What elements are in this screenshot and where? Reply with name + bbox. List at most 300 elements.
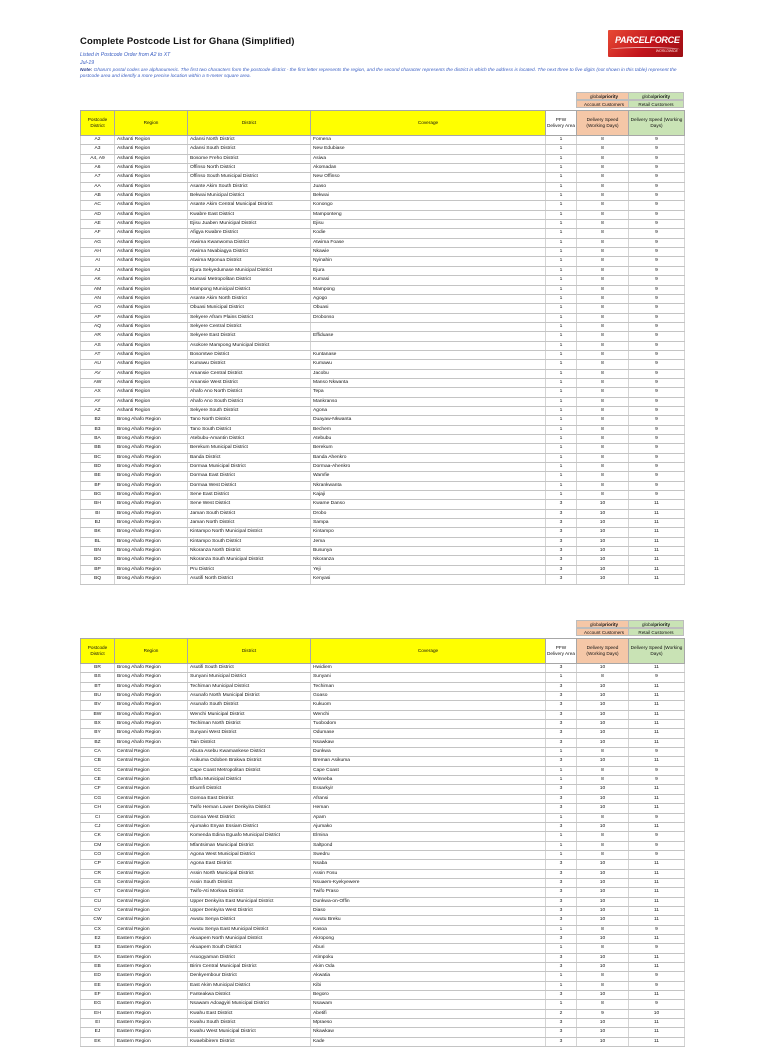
cell-postcode: A2 [81, 136, 115, 145]
cell-pfw-area: 3 [546, 509, 577, 518]
cell-postcode: AX [81, 388, 115, 397]
globalpriority-label-account: globalpriority [576, 620, 632, 628]
cell-pfw-area: 1 [546, 201, 577, 210]
cell-retail-speed: 9 [629, 972, 685, 981]
cell-postcode: AD [81, 210, 115, 219]
col-coverage: Coverage [311, 111, 546, 136]
cell-retail-speed: 11 [629, 738, 685, 747]
account-customers-label: Account Customers [576, 100, 632, 108]
cell-coverage: Kodie [311, 229, 546, 238]
cell-region: Ashanti Region [115, 192, 188, 201]
cell-pfw-area: 1 [546, 444, 577, 453]
col-coverage: Coverage [311, 639, 546, 664]
cell-region: Central Region [115, 766, 188, 775]
cell-region: Brong Ahafo Region [115, 701, 188, 710]
cell-coverage: Essarkyir [311, 785, 546, 794]
cell-account-speed: 10 [577, 692, 629, 701]
cell-district: Gomoa East District [188, 794, 311, 803]
cell-region: Ashanti Region [115, 248, 188, 257]
cell-district: Kumawu District [188, 360, 311, 369]
cell-coverage: Akomadan [311, 164, 546, 173]
cell-postcode: CH [81, 804, 115, 813]
cell-district: Atwima Nwabiagya District [188, 248, 311, 257]
cell-district: Asikuma Odoben Brakwa District [188, 757, 311, 766]
table-row [81, 738, 685, 747]
cell-pfw-area: 1 [546, 406, 577, 415]
cell-district: Asutifi North District [188, 575, 311, 584]
cell-retail-speed: 9 [629, 173, 685, 182]
cell-district: Obuasi Municipal District [188, 304, 311, 313]
col-pfw-delivery-area: PFW Delivery Area [546, 639, 577, 664]
cell-district: Fanteakwa District [188, 991, 311, 1000]
table-row [81, 491, 685, 500]
cell-postcode: BE [81, 472, 115, 481]
table-row [81, 850, 685, 859]
cell-district: Adansi South District [188, 145, 311, 154]
cell-account-speed: 8 [577, 463, 629, 472]
cell-region: Brong Ahafo Region [115, 444, 188, 453]
cell-account-speed: 8 [577, 350, 629, 359]
table-row [81, 229, 685, 238]
cell-district: Adansi North District [188, 136, 311, 145]
cell-pfw-area: 1 [546, 748, 577, 757]
cell-district: Kwabre East District [188, 210, 311, 219]
cell-pfw-area: 1 [546, 238, 577, 247]
cell-account-speed: 10 [577, 757, 629, 766]
cell-account-speed: 8 [577, 776, 629, 785]
cell-district: Pru District [188, 565, 311, 574]
cell-district: Kwahu South District [188, 1019, 311, 1028]
table-row [81, 776, 685, 785]
cell-pfw-area: 1 [546, 397, 577, 406]
cell-district: Techiman North District [188, 720, 311, 729]
table-row [81, 266, 685, 275]
cell-region: Ashanti Region [115, 350, 188, 359]
cell-retail-speed: 11 [629, 720, 685, 729]
logo-subtext: WORLDWIDE [655, 49, 678, 53]
cell-region: Central Region [115, 897, 188, 906]
cell-retail-speed: 9 [629, 257, 685, 266]
cell-account-speed: 10 [577, 547, 629, 556]
col-account-delivery-speed: Delivery Speed (Working Days) [577, 639, 629, 664]
cell-account-speed: 10 [577, 556, 629, 565]
cell-coverage [311, 322, 546, 331]
cell-region: Eastern Region [115, 1028, 188, 1037]
cell-pfw-area: 1 [546, 332, 577, 341]
table-row [81, 313, 685, 322]
cell-retail-speed: 9 [629, 248, 685, 257]
cell-region: Eastern Region [115, 934, 188, 943]
cell-region: Ashanti Region [115, 182, 188, 191]
cell-district: Sunyani West District [188, 729, 311, 738]
cell-coverage: Nsuaem-Kyekyewere [311, 878, 546, 887]
cell-account-speed: 8 [577, 472, 629, 481]
cell-account-speed: 8 [577, 1000, 629, 1009]
cell-region: Central Region [115, 813, 188, 822]
cell-coverage: Begoro [311, 991, 546, 1000]
cell-region: Eastern Region [115, 972, 188, 981]
cell-coverage: New Offinso [311, 173, 546, 182]
cell-retail-speed: 9 [629, 472, 685, 481]
cell-coverage: Hwidiem [311, 664, 546, 673]
cell-retail-speed: 11 [629, 710, 685, 719]
cell-coverage: Nyinahin [311, 257, 546, 266]
cell-retail-speed: 9 [629, 378, 685, 387]
cell-region: Ashanti Region [115, 220, 188, 229]
cell-pfw-area: 1 [546, 850, 577, 859]
table-row [81, 981, 685, 990]
table-row [81, 509, 685, 518]
page-title: Complete Postcode List for Ghana (Simplified) [80, 36, 295, 47]
cell-region: Brong Ahafo Region [115, 416, 188, 425]
cell-retail-speed: 9 [629, 944, 685, 953]
cell-coverage: Tuobodom [311, 720, 546, 729]
cell-account-speed: 8 [577, 248, 629, 257]
cell-pfw-area: 1 [546, 416, 577, 425]
cell-pfw-area: 3 [546, 794, 577, 803]
cell-district: Techiman Municipal District [188, 682, 311, 691]
cell-coverage: Akwatia [311, 972, 546, 981]
cell-region: Brong Ahafo Region [115, 537, 188, 546]
cell-pfw-area: 3 [546, 710, 577, 719]
cell-district: Dormaa West District [188, 481, 311, 490]
cell-account-speed: 8 [577, 425, 629, 434]
cell-account-speed: 8 [577, 313, 629, 322]
table-row [81, 322, 685, 331]
cell-district: Bosomtwe District [188, 350, 311, 359]
table-row [81, 360, 685, 369]
cell-coverage: Odumase [311, 729, 546, 738]
cell-pfw-area: 1 [546, 481, 577, 490]
cell-pfw-area: 1 [546, 248, 577, 257]
cell-region: Ashanti Region [115, 164, 188, 173]
cell-postcode: BP [81, 565, 115, 574]
cell-postcode: AG [81, 238, 115, 247]
cell-district: Wenchi Municipal District [188, 710, 311, 719]
cell-district: Kwahu West Municipal District [188, 1028, 311, 1037]
cell-account-speed: 8 [577, 435, 629, 444]
cell-district: Gomoa West District [188, 813, 311, 822]
cell-retail-speed: 9 [629, 850, 685, 859]
cell-district: Bosome Freho District [188, 154, 311, 163]
cell-district: Upper Denkyira East Municipal District [188, 897, 311, 906]
cell-retail-speed: 9 [629, 304, 685, 313]
cell-region: Brong Ahafo Region [115, 692, 188, 701]
cell-postcode: EA [81, 953, 115, 962]
table-row [81, 294, 685, 303]
cell-postcode: A3 [81, 145, 115, 154]
cell-region: Central Region [115, 878, 188, 887]
cell-pfw-area: 3 [546, 1028, 577, 1037]
cell-retail-speed: 9 [629, 481, 685, 490]
cell-account-speed: 10 [577, 664, 629, 673]
cell-retail-speed: 9 [629, 322, 685, 331]
cell-district: Asuogyaman District [188, 953, 311, 962]
cell-account-speed: 8 [577, 406, 629, 415]
cell-account-speed: 8 [577, 322, 629, 331]
cell-account-speed: 8 [577, 220, 629, 229]
table-row [81, 682, 685, 691]
cell-region: Ashanti Region [115, 378, 188, 387]
cell-district: Mampong Municipal District [188, 285, 311, 294]
cell-pfw-area: 1 [546, 164, 577, 173]
cell-region: Brong Ahafo Region [115, 500, 188, 509]
cell-postcode: CW [81, 916, 115, 925]
table-row [81, 729, 685, 738]
cell-retail-speed: 9 [629, 266, 685, 275]
cell-retail-speed: 11 [629, 664, 685, 673]
table-row [81, 925, 685, 934]
cell-postcode: CI [81, 813, 115, 822]
cell-retail-speed: 9 [629, 748, 685, 757]
cell-region: Eastern Region [115, 1000, 188, 1009]
cell-coverage: Akropong [311, 934, 546, 943]
cell-postcode: BJ [81, 519, 115, 528]
cell-account-speed: 10 [577, 682, 629, 691]
cell-retail-speed: 9 [629, 285, 685, 294]
cell-account-speed: 10 [577, 729, 629, 738]
cell-postcode: BO [81, 556, 115, 565]
cell-account-speed: 10 [577, 822, 629, 831]
col-pfw-delivery-area: PFW Delivery Area [546, 111, 577, 136]
cell-account-speed: 10 [577, 953, 629, 962]
cell-district: Upper Denkyira West District [188, 906, 311, 915]
cell-retail-speed: 9 [629, 350, 685, 359]
cell-account-speed: 8 [577, 673, 629, 682]
cell-pfw-area: 1 [546, 944, 577, 953]
cell-retail-speed: 9 [629, 154, 685, 163]
cell-region: Brong Ahafo Region [115, 435, 188, 444]
cell-pfw-area: 3 [546, 888, 577, 897]
cell-coverage: Atebubu [311, 435, 546, 444]
cell-retail-speed: 9 [629, 360, 685, 369]
cell-district: Akuapem South District [188, 944, 311, 953]
cell-region: Central Region [115, 860, 188, 869]
cell-region: Ashanti Region [115, 369, 188, 378]
cell-retail-speed: 11 [629, 991, 685, 1000]
table-row [81, 906, 685, 915]
cell-account-speed: 8 [577, 981, 629, 990]
cell-region: Ashanti Region [115, 201, 188, 210]
cell-region: Ashanti Region [115, 397, 188, 406]
cell-retail-speed: 11 [629, 963, 685, 972]
cell-retail-speed: 11 [629, 1028, 685, 1037]
cell-coverage: Drobo [311, 509, 546, 518]
cell-coverage: Winneba [311, 776, 546, 785]
cell-postcode: AC [81, 201, 115, 210]
cell-retail-speed: 11 [629, 556, 685, 565]
cell-pfw-area: 3 [546, 963, 577, 972]
cell-district: Asante Akim North District [188, 294, 311, 303]
cell-region: Brong Ahafo Region [115, 453, 188, 462]
cell-region: Brong Ahafo Region [115, 575, 188, 584]
cell-account-speed: 8 [577, 766, 629, 775]
cell-account-speed: 8 [577, 850, 629, 859]
cell-pfw-area: 1 [546, 313, 577, 322]
cell-pfw-area: 1 [546, 257, 577, 266]
cell-account-speed: 10 [577, 720, 629, 729]
cell-account-speed: 10 [577, 519, 629, 528]
cell-coverage: Kibi [311, 981, 546, 990]
table-row [81, 944, 685, 953]
table-row [81, 444, 685, 453]
table-row [81, 435, 685, 444]
cell-retail-speed: 11 [629, 869, 685, 878]
cell-postcode: CC [81, 766, 115, 775]
cell-postcode: BB [81, 444, 115, 453]
cell-account-speed: 8 [577, 332, 629, 341]
cell-postcode: BK [81, 528, 115, 537]
table-row [81, 822, 685, 831]
cell-pfw-area: 3 [546, 869, 577, 878]
cell-account-speed: 10 [577, 878, 629, 887]
cell-account-speed: 8 [577, 154, 629, 163]
cell-postcode: BU [81, 692, 115, 701]
cell-pfw-area: 1 [546, 841, 577, 850]
cell-postcode: CX [81, 925, 115, 934]
cell-retail-speed: 9 [629, 388, 685, 397]
cell-retail-speed: 9 [629, 463, 685, 472]
cell-district: Sene West District [188, 500, 311, 509]
cell-district: Denkyembour District [188, 972, 311, 981]
cell-region: Ashanti Region [115, 360, 188, 369]
cell-pfw-area: 3 [546, 916, 577, 925]
cell-pfw-area: 3 [546, 692, 577, 701]
cell-retail-speed: 9 [629, 313, 685, 322]
cell-region: Ashanti Region [115, 304, 188, 313]
cell-retail-speed: 11 [629, 794, 685, 803]
table-row [81, 794, 685, 803]
table-row [81, 1037, 685, 1046]
table-row [81, 785, 685, 794]
cell-district: Mfantsiman Municipal District [188, 841, 311, 850]
cell-district: East Akim Municipal District [188, 981, 311, 990]
table-row [81, 1019, 685, 1028]
cell-pfw-area: 1 [546, 220, 577, 229]
cell-postcode: EG [81, 1000, 115, 1009]
cell-postcode: A4, A9 [81, 154, 115, 163]
cell-pfw-area: 3 [546, 528, 577, 537]
page-note [80, 68, 680, 80]
cell-region: Brong Ahafo Region [115, 673, 188, 682]
cell-coverage: Wenchi [311, 710, 546, 719]
cell-pfw-area: 1 [546, 766, 577, 775]
cell-region: Ashanti Region [115, 136, 188, 145]
cell-district: Cape Coast Metropolitan District [188, 766, 311, 775]
cell-retail-speed: 11 [629, 537, 685, 546]
service-header-row [80, 620, 684, 638]
cell-district: Atebubu-Amantin District [188, 435, 311, 444]
cell-coverage: Nkrankwanta [311, 481, 546, 490]
table-row [81, 710, 685, 719]
cell-pfw-area: 1 [546, 173, 577, 182]
cell-account-speed: 10 [577, 888, 629, 897]
table-row [81, 481, 685, 490]
cell-retail-speed: 9 [629, 416, 685, 425]
cell-district: Effutu Municipal District [188, 776, 311, 785]
cell-coverage: Mankranso [311, 397, 546, 406]
cell-district: Birim Central Municipal District [188, 963, 311, 972]
cell-account-speed: 10 [577, 785, 629, 794]
cell-postcode: CG [81, 794, 115, 803]
cell-account-speed: 8 [577, 285, 629, 294]
cell-retail-speed: 9 [629, 832, 685, 841]
cell-coverage: Wamfie [311, 472, 546, 481]
cell-retail-speed: 11 [629, 682, 685, 691]
cell-region: Brong Ahafo Region [115, 481, 188, 490]
cell-retail-speed: 9 [629, 776, 685, 785]
col-account-delivery-speed: Delivery Speed (Working Days) [577, 111, 629, 136]
cell-region: Ashanti Region [115, 229, 188, 238]
cell-coverage: Yeji [311, 565, 546, 574]
cell-postcode: CE [81, 776, 115, 785]
cell-postcode: AH [81, 248, 115, 257]
cell-account-speed: 10 [577, 565, 629, 574]
cell-district: Nkoranza South Municipal District [188, 556, 311, 565]
cell-coverage: Heman [311, 804, 546, 813]
cell-account-speed: 10 [577, 1037, 629, 1046]
cell-pfw-area: 1 [546, 1000, 577, 1009]
cell-coverage: Dunkwa-on-Offin [311, 897, 546, 906]
cell-district: Agona West Municipal District [188, 850, 311, 859]
cell-pfw-area: 1 [546, 276, 577, 285]
cell-postcode: AI [81, 257, 115, 266]
cell-postcode: EI [81, 1019, 115, 1028]
cell-postcode: BH [81, 500, 115, 509]
cell-account-speed: 10 [577, 710, 629, 719]
cell-retail-speed: 9 [629, 229, 685, 238]
cell-postcode: AU [81, 360, 115, 369]
table-row [81, 547, 685, 556]
cell-coverage: Ajumako [311, 822, 546, 831]
cell-retail-speed: 11 [629, 701, 685, 710]
cell-postcode: CF [81, 785, 115, 794]
cell-postcode: AK [81, 276, 115, 285]
cell-region: Ashanti Region [115, 313, 188, 322]
cell-retail-speed: 11 [629, 547, 685, 556]
cell-region: Ashanti Region [115, 322, 188, 331]
cell-retail-speed: 11 [629, 785, 685, 794]
cell-account-speed: 10 [577, 794, 629, 803]
cell-postcode: A7 [81, 173, 115, 182]
cell-account-speed: 8 [577, 416, 629, 425]
col-postcode-district: Postcode District [81, 639, 115, 664]
cell-region: Brong Ahafo Region [115, 710, 188, 719]
document-header [80, 34, 684, 80]
cell-coverage: Nsaba [311, 860, 546, 869]
cell-postcode: E3 [81, 944, 115, 953]
cell-retail-speed: 9 [629, 925, 685, 934]
cell-coverage: Apam [311, 813, 546, 822]
cell-region: Ashanti Region [115, 257, 188, 266]
cell-postcode: E2 [81, 934, 115, 943]
cell-district: Asante Akim Central Municipal District [188, 201, 311, 210]
table-row [81, 813, 685, 822]
cell-district: Sunyani Municipal District [188, 673, 311, 682]
cell-account-speed: 8 [577, 481, 629, 490]
cell-district: Kintampo South District [188, 537, 311, 546]
cell-district: Asunafo South District [188, 701, 311, 710]
cell-pfw-area: 3 [546, 556, 577, 565]
table-row [81, 285, 685, 294]
cell-coverage: Kade [311, 1037, 546, 1046]
cell-coverage: Manso Nkwanta [311, 378, 546, 387]
cell-retail-speed: 11 [629, 528, 685, 537]
cell-retail-speed: 10 [629, 1009, 685, 1018]
cell-postcode: AP [81, 313, 115, 322]
table-row [81, 897, 685, 906]
cell-postcode: AW [81, 378, 115, 387]
